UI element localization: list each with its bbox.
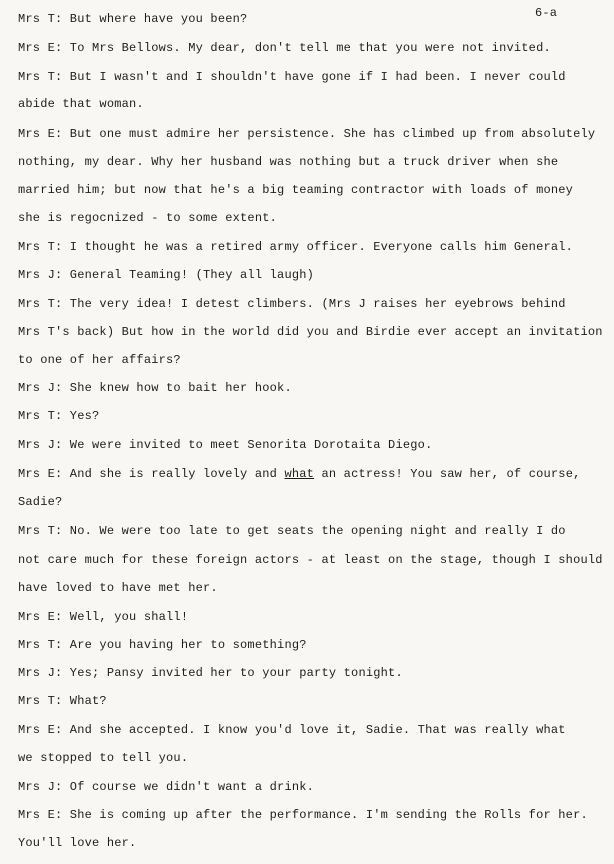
dialogue-line: Mrs T: No. We were too late to get seats the opening night and really I do	[18, 524, 566, 538]
dialogue-line: abide that woman.	[18, 97, 144, 111]
dialogue-line: Mrs T: What?	[18, 694, 107, 708]
dialogue-line: Sadie?	[18, 495, 63, 509]
dialogue-line: she is regocnized - to some extent.	[18, 211, 278, 225]
dialogue-line: Mrs T: Yes?	[18, 409, 100, 423]
dialogue-line: Mrs J: She knew how to bait her hook.	[18, 381, 292, 395]
dialogue-line: Mrs J: Of course we didn't want a drink.	[18, 780, 315, 794]
dialogue-line: You'll love her.	[18, 836, 137, 850]
dialogue-line: Mrs E: And she is really lovely and what an actress! You saw her, of course,	[18, 467, 581, 481]
dialogue-line: have loved to have met her.	[18, 581, 218, 595]
dialogue-line: Mrs T: I thought he was a retired army officer. Everyone calls him General.	[18, 240, 574, 254]
dialogue-line: we stopped to tell you.	[18, 751, 189, 765]
underlined-word: what	[284, 467, 315, 481]
dialogue-line: Mrs T: But I wasn't and I shouldn't have gone if I had been. I never could	[18, 70, 566, 84]
page-number: 6-a	[535, 6, 558, 20]
dialogue-line: Mrs T's back) But how in the world did you and Birdie ever accept an invitation	[18, 325, 603, 339]
dialogue-line: Mrs E: But one must admire her persistence. She has climbed up from absolutely	[18, 127, 596, 141]
dialogue-line: Mrs J: General Teaming! (They all laugh)	[18, 268, 315, 282]
dialogue-line: Mrs T: The very idea! I detest climbers. (Mrs J raises her eyebrows behind	[18, 297, 566, 311]
dialogue-line: Mrs T: Are you having her to something?	[18, 638, 307, 652]
dialogue-line: Mrs J: Yes; Pansy invited her to your party tonight.	[18, 666, 403, 680]
dialogue-line: Mrs T: But where have you been?	[18, 12, 248, 26]
dialogue-line: Mrs E: She is coming up after the performance. I'm sending the Rolls for her.	[18, 808, 588, 822]
dialogue-line: Mrs E: To Mrs Bellows. My dear, don't tell me that you were not invited.	[18, 41, 551, 55]
dialogue-line: Mrs E: Well, you shall!	[18, 610, 189, 624]
dialogue-line: married him; but now that he's a big teaming contractor with loads of money	[18, 183, 574, 197]
dialogue-line: Mrs E: And she accepted. I know you'd love it, Sadie. That was really what	[18, 723, 566, 737]
dialogue-line: Mrs J: We were invited to meet Senorita Dorotaita Diego.	[18, 438, 433, 452]
dialogue-line: to one of her affairs?	[18, 353, 181, 367]
dialogue-line: not care much for these foreign actors - at least on the stage, though I should	[18, 553, 603, 567]
dialogue-line: nothing, my dear. Why her husband was nothing but a truck driver when she	[18, 155, 559, 169]
